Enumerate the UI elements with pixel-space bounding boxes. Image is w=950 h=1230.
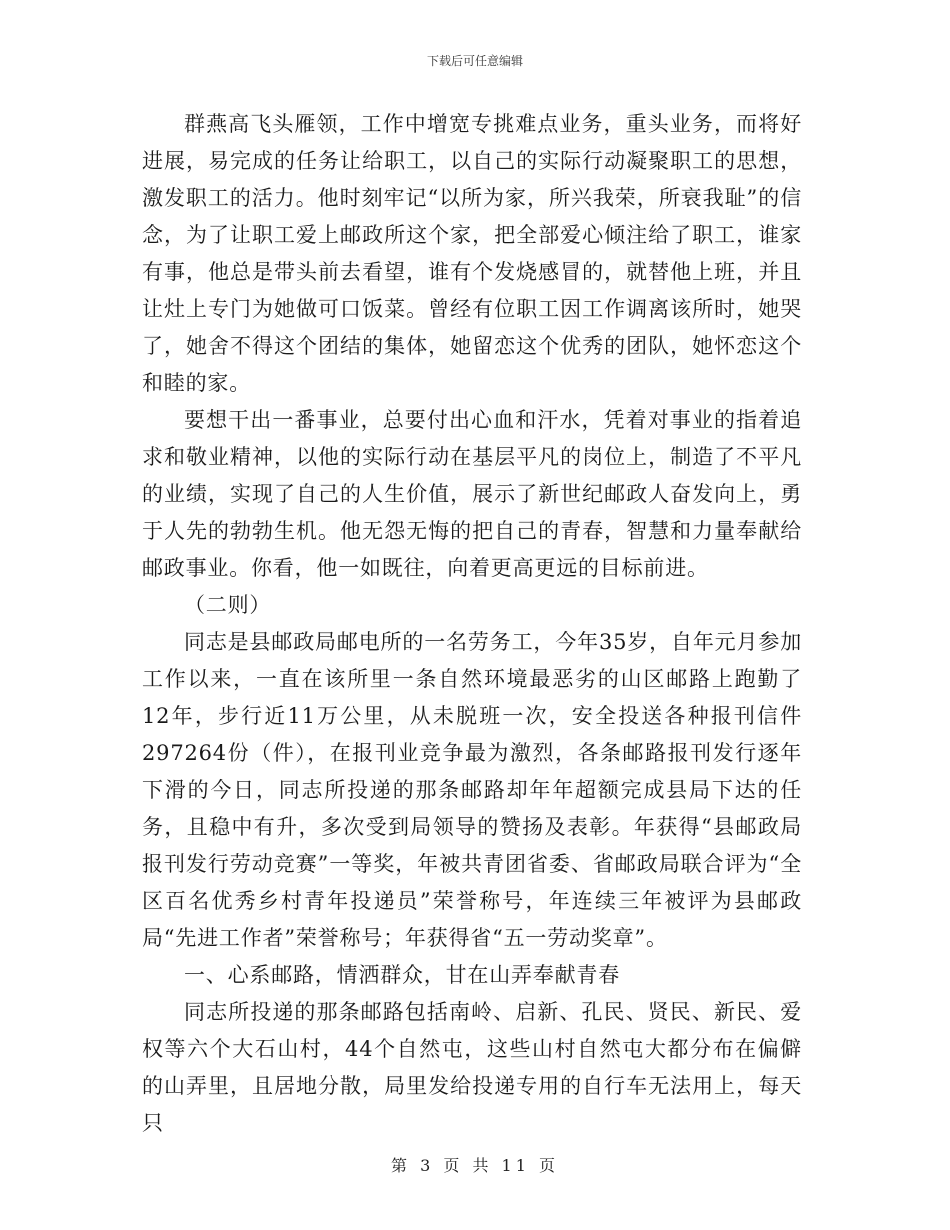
page-footer: 第 3 页 共 11 页 [391,1156,559,1175]
paragraph-3: 同志是县邮政局邮电所的一名劳务工，今年35岁，自年元月参加工作以来，一直在该所里一条自然环境最恶劣的山区邮路上跑勤了12年，步行近11万公里，从未脱班一次，安全投送各种报刊信件297264份（件），在报刊业竞争最为激烈，各条邮路报刊发行逐年下滑的今日，同志所投递的那条邮路却年年超额完成县局下达的任务，且稳中有升，多次受到局领导的赞扬及表彰。年获得“县邮政局报刊发行劳动竞赛”一等奖，年被共青团省委、省邮政局联合评为“全区百名优秀乡村青年投递员”荣誉称号，年连续三年被评为县邮政局“先进工作者”荣誉称号；年获得省“五一劳动奖章”。 [142,630,802,950]
document-body [142,106,802,1142]
paragraph-4: 同志所投递的那条邮路包括南岭、启新、孔民、贤民、新民、爱权等六个大石山村，44个自然屯，这些山村自然屯大都分布在偏僻的山弄里，且居地分散，局里发给投递专用的自行车无法用上，每天只 [142,1000,802,1135]
section-heading-er-ze: （二则） [184,593,272,617]
page-header: 下载后可任意编辑 [426,54,523,68]
paragraph-1: 群燕高飞头雁领，工作中增宽专挑难点业务，重头业务，而将好进展，易完成的任务让给职工，以自己的实际行动凝聚职工的思想，激发职工的活力。他时刻牢记“以所为家，所兴我荣，所衰我耻”的信念，为了让职工爱上邮政所这个家，把全部爱心倾注给了职工，谁家有事，他总是带头前去看望，谁有个发烧感冒的，就替他上班，并且让灶上专门为她做可口饭菜。曾经有位职工因工作调离该所时，她哭了，她舍不得这个团结的集体，她留恋这个优秀的团队，她怀恋这个和睦的家。 [142,112,802,395]
section-heading-1: 一、心系邮路，情洒群众，甘在山弄奉献青春 [184,963,620,987]
paragraph-2: 要想干出一番事业，总要付出心血和汗水，凭着对事业的指着追求和敬业精神，以他的实际行动在基层平凡的岗位上，制造了不平凡的业绩，实现了自己的人生价值，展示了新世纪邮政人奋发向上，勇于人先的勃勃生机。他无怨无悔的把自己的青春，智慧和力量奉献给邮政事业。你看，他一如既往，向着更高更远的目标前进。 [142,408,802,580]
